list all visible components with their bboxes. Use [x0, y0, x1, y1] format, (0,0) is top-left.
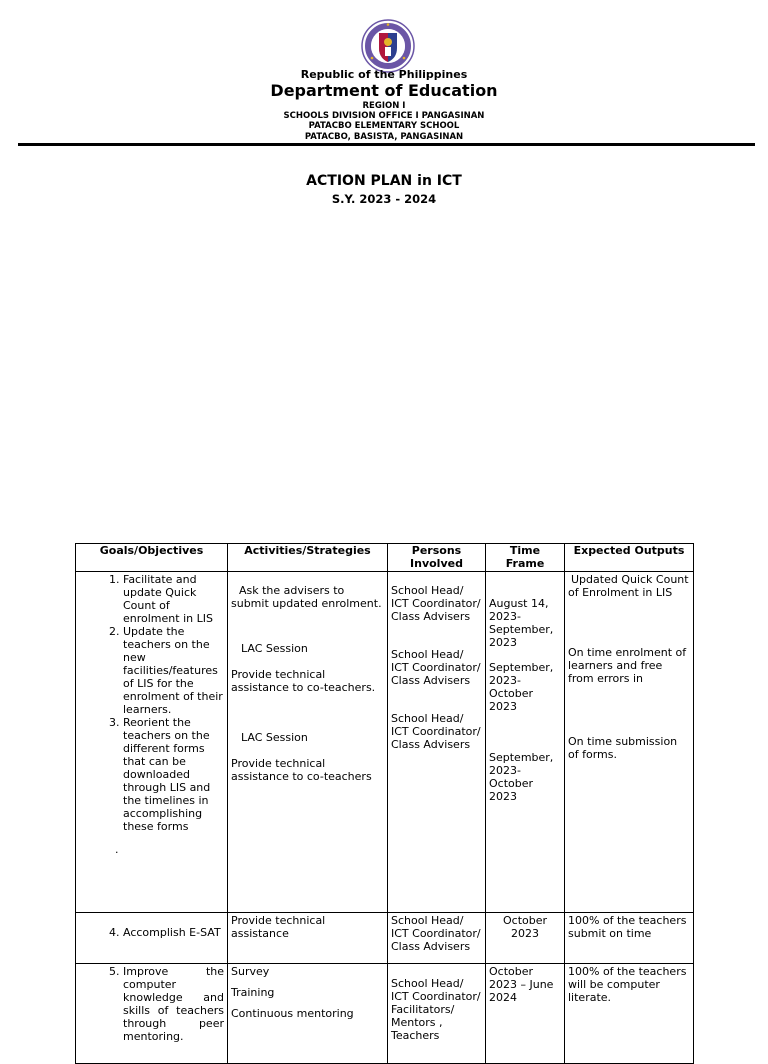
activities-cell	[228, 572, 388, 913]
header-persons: Persons Involved	[388, 544, 486, 572]
activity-text: Training	[231, 986, 275, 999]
header-outputs: Expected Outputs	[565, 544, 694, 572]
timeframe-cell	[486, 572, 565, 913]
persons-cell	[388, 913, 486, 964]
goal-dot: .	[115, 843, 119, 856]
goals-cell	[76, 572, 228, 913]
output-text: 100% of the teachers will be computer literate.	[568, 965, 687, 1004]
table-row	[76, 913, 694, 964]
school-year: S.Y. 2023 - 2024	[331, 192, 437, 206]
persons-text: School Head/ ICT Coordinator/ Class Advisers	[391, 584, 481, 623]
table-row	[76, 572, 694, 913]
header-activities: Activities/Strategies	[228, 544, 388, 572]
activities-cell	[228, 913, 388, 964]
deped-seal-icon	[360, 18, 416, 74]
activity-text: Provide technical assistance to co-teachers	[231, 757, 372, 783]
output-text: On time submission of forms.	[568, 735, 678, 761]
division-heading: SCHOOLS DIVISION OFFICE I PANGASINAN	[283, 111, 485, 121]
persons-cell	[388, 572, 486, 913]
timeframe-cell	[486, 964, 565, 1064]
republic-heading: Republic of the Philippines	[300, 68, 468, 81]
timeframe-cell	[486, 913, 565, 964]
outputs-cell	[565, 964, 694, 1064]
activity-text: Ask the advisers to submit updated enrolment.	[231, 584, 382, 610]
goal-item: 5. Improve the computer knowledge and skills of teachers through peer mentoring.	[123, 965, 224, 1043]
persons-text: School Head/ ICT Coordinator/ Class Advisers	[391, 648, 481, 687]
timeframe-text: October 2023 – June 2024	[489, 965, 554, 1004]
timeframe-text: October 2023	[502, 914, 548, 940]
header-timeframe: Time Frame	[486, 544, 565, 572]
activity-text: Continuous mentoring	[231, 1007, 354, 1020]
action-plan-table	[75, 543, 694, 1064]
activity-text: Provide technical assistance	[231, 914, 326, 940]
address-heading: PATACBO, BASISTA, PANGASINAN	[304, 132, 464, 142]
persons-text: School Head/ ICT Coordinator/ Class Advisers	[391, 914, 481, 953]
outputs-cell	[565, 913, 694, 964]
header-goals: Goals/Objectives	[76, 544, 228, 572]
goal-item: 1. Facilitate and update Quick Count of enrolment in LIS	[123, 573, 224, 625]
goal-item: 4. Accomplish E-SAT	[123, 926, 224, 939]
timeframe-text: September, 2023-October 2023	[489, 661, 554, 713]
table-row	[76, 964, 694, 1064]
table-header-row	[76, 544, 694, 572]
persons-text: School Head/ ICT Coordinator/ Facilitators/ Mentors , Teachers	[391, 977, 481, 1042]
activity-text: Provide technical assistance to co-teachers.	[231, 668, 376, 694]
outputs-cell	[565, 572, 694, 913]
activity-text: LAC Session	[241, 731, 308, 744]
school-heading: PATACBO ELEMENTARY SCHOOL	[308, 121, 460, 131]
department-heading: Department of Education	[270, 81, 498, 100]
persons-text: School Head/ ICT Coordinator/ Class Advisers	[391, 712, 481, 751]
output-text: Updated Quick Count of Enrolment in LIS	[568, 573, 689, 599]
goal-item: 2. Update the teachers on the new facilities/features of LIS for the enrolment of their learners.	[123, 625, 224, 716]
goals-cell	[76, 964, 228, 1064]
activity-text: LAC Session	[241, 642, 308, 655]
goals-cell	[76, 913, 228, 964]
goal-item: 3. Reorient the teachers on the different forms that can be downloaded through LIS and the timelines in accomplishing these forms	[123, 716, 224, 833]
persons-cell	[388, 964, 486, 1064]
output-text: 100% of the teachers submit on time	[568, 914, 687, 940]
activities-cell	[228, 964, 388, 1064]
timeframe-text: September, 2023-October 2023	[489, 751, 554, 803]
activity-text: Survey	[231, 965, 270, 978]
timeframe-text: August 14, 2023-September, 2023	[489, 597, 554, 649]
region-heading: REGION I	[362, 101, 406, 111]
document-title: ACTION PLAN in ICT	[306, 173, 462, 189]
header-divider	[18, 143, 755, 146]
output-text: On time enrolment of learners and free from errors in	[568, 646, 687, 685]
